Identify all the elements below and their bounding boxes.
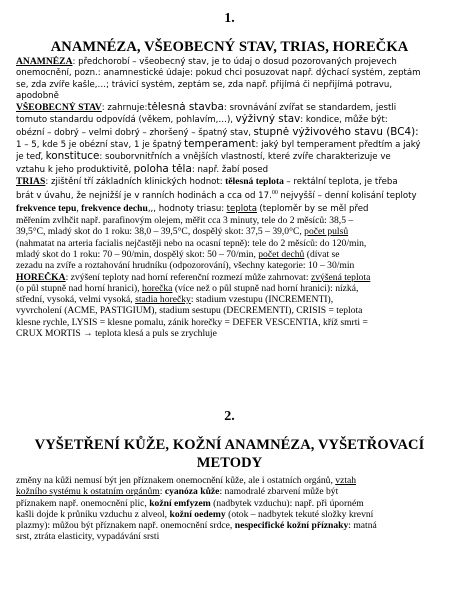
- text-line: brát v úvahu, že nejnižší je v ranních hodinách a cca od 17.00 nejvyšší – denní kolisání teploty: [16, 190, 417, 202]
- text-line: kožního systému k ostatním orgánům: cyanóza kůže: namodralé zbarvení může být: [16, 486, 339, 498]
- text-line: měřením zvlhčit např. parafinovým olejem, měřit cca 3 minuty, tele do 2 měsíců: 38,5 –: [16, 215, 354, 227]
- text-line: střední, vysoká, velmi vysoká, stadia horečky: stadium vzestupu (INCREMENTI),: [16, 294, 334, 306]
- section-body: [16, 56, 446, 339]
- text-line: mladý skot do 1 roku: 70 – 90/min, dospělý skot: 50 – 70/min, počet dechů (dívat se: [16, 248, 340, 260]
- section-title: ANAMNÉZA, VŠEOBECNÝ STAV, TRIAS, HOREČKA: [50, 39, 409, 55]
- text-line: apodobně: [16, 90, 59, 101]
- text-line: obézní – dobrý – velmi dobrý – zhoršený – špatný stav, stupně výživového stavu (BC4):: [16, 126, 419, 138]
- term-anamneza: ANAMNÉZA: [16, 56, 73, 67]
- text-line: (nahmatat na arteria facialis nejčastěji nebo na ocasní tepně): tele do 2 měsíců: do 120/min,: [16, 237, 367, 249]
- text-line: je teď, konstituce: souborvnitřních a vnějších vlastností, které zvíře charakterizuje ve: [16, 151, 391, 163]
- term-horecka: HOREČKA: [16, 271, 66, 283]
- text-line: příznakem např. onemocnění plic, kožní emfyzem (nadbytek vzduchu): např. při úporném: [16, 497, 364, 509]
- text-line: CRUX MORTIS → teplota klesá a puls se zrychluje: [16, 328, 217, 340]
- section-body: [16, 475, 446, 543]
- text-line: HOREČKA: zvýšení teploty nad horní referenční rozmezí může zahrnovat: zvýšená teplota: [16, 271, 371, 283]
- text-line: vyvrcholení (ACME, PASTIGIUM), stadium sestupu (DECREMENTI), CRISIS = teplota: [16, 305, 363, 317]
- text-line: se, zda zvíře kašle,…; trávicí systém, zeptám se, zda např. přijímá či nepřijímá potravu,: [16, 79, 393, 90]
- term-vseobecny-stav: VŠEOBECNÝ STAV: [16, 102, 102, 114]
- text-line: klesne rychle, LYSIS = klesne pomalu, zánik horečky = DEFER VESCENTIA, kříž smrti =: [16, 316, 368, 328]
- section-number: 2.: [224, 409, 235, 424]
- section-title: VYŠETŘENÍ KŮŽE, KOŽNÍ ANAMNÉZA, VYŠETŘOVACÍ: [34, 437, 425, 453]
- section-title-line-2: METODY: [196, 455, 263, 471]
- text-line: ANAMNÉZA: předchorobí – všeobecný stav, je to údaj o dosud pozorovaných projevech: [16, 56, 397, 67]
- text-line: tomuto standardu odpovídá (věkem, pohlavím,…), výživný stav: kondice, může být:: [16, 114, 388, 126]
- text-line: kašli dojde k průniku vzduchu z alveol, kožní oedemy (otok – nadbytek tekuté složky krevní: [16, 508, 374, 520]
- text-line: vztahu k jeho produktivitě, poloha těla: např. žabí posed: [16, 163, 269, 175]
- text-line: 39,5°C, mladý skot do 1 roku: 38,0 – 39,5°C, dospělý skot: 37,5 – 39,0°C, počet pulsů: [16, 226, 349, 238]
- text-line: zezadu na zvíře a roztahování hrudníku (odpozorování), všechny kategorie: 10 – 30/min: [16, 260, 355, 272]
- text-line: VŠEOBECNÝ STAV: zahrnuje:tělesná stavba: srovnávání zvířat se standardem, jestli: [16, 102, 397, 114]
- text-line: 1 – 5, kde 5 je obézní stav, 1 je špatný temperament: jaký byl temperament předtím a jaký: [16, 139, 421, 151]
- text-line: (o půl stupně nad horní hranici), horečka (více než o půl stupně nad horní hranici): nízká,: [16, 282, 359, 294]
- text-line: onemocnění, pozn.: anamnestické údaje: pokud chci posuzovat např. dýchací systém, zeptám: [16, 68, 421, 79]
- text-line: plazmy): můžou být příznakem např. onemocnění srdce, nespecifické kožní příznaky: matná: [16, 520, 377, 532]
- text-line: změny na kůži nemusí být jen příznakem onemocnění kůže, ale i ostatních orgánů, vztah: [16, 475, 357, 486]
- text-line: frekvence tepu, frekvence dechu,,, hodnoty triasu: teplota (teploměr by se měl před: [16, 202, 369, 214]
- text-line: TRIAS: zjištění tří základních klinických hodnot: tělesná teplota – rektální teplota, je třeba: [16, 175, 398, 187]
- term-trias: TRIAS: [16, 175, 46, 187]
- section-number: 1.: [224, 11, 235, 26]
- text-line: srst, ztráta elasticity, vypadávání srsti: [16, 531, 160, 543]
